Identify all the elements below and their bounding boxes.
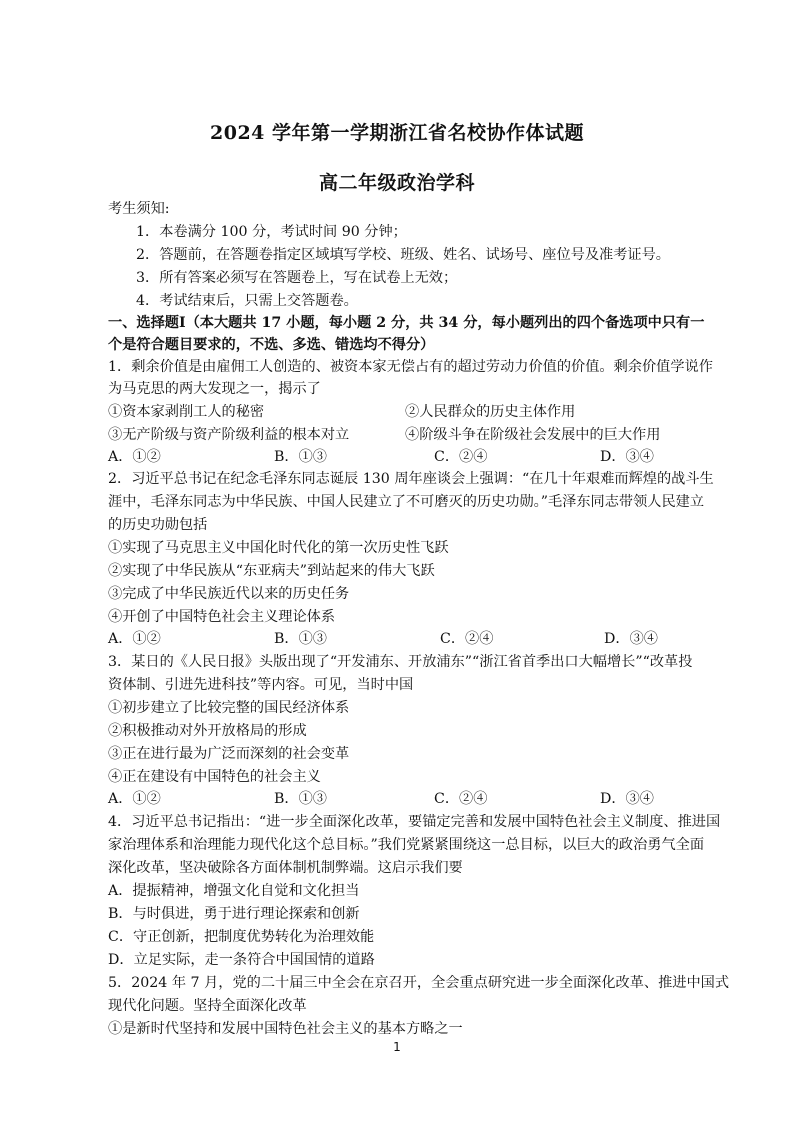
q1-option-b: B．①③ <box>274 449 327 465</box>
q2-stem-cont: 涯中，毛泽东同志为中华民族、中国人民建立了不可磨灭的历史功勋。”毛泽东同志带领人民建立 <box>108 494 705 510</box>
q4-option-d: D．立足实际，走一条符合中国国情的道路 <box>108 952 375 968</box>
notice-item: 3．所有答案必须写在答题卷上，写在试卷上无效； <box>136 270 458 286</box>
q2-item-4: ④开创了中国特色社会主义理论体系 <box>108 609 336 625</box>
q2-option-c: C．②④ <box>440 631 494 647</box>
q1-option-a: A．①② <box>108 449 161 465</box>
notice-item: 4．考试结束后，只需上交答题卷。 <box>136 293 358 309</box>
q3-item-2: ②积极推动对外开放格局的形成 <box>108 723 307 739</box>
q3-option-b: B．①③ <box>274 791 327 807</box>
q3-item-1: ①初步建立了比较完整的国民经济体系 <box>108 700 350 716</box>
q3-option-c: C．②④ <box>434 791 488 807</box>
q3-stem: 3．某日的《人民日报》头版出现了“开发浦东、开放浦东”“浙江省首季出口大幅增长”“改革投 <box>108 654 693 670</box>
q1-item-2: ②人民群众的历史主体作用 <box>405 404 576 420</box>
notice-heading: 考生须知: <box>108 201 170 217</box>
q4-stem-cont: 家治理体系和治理能力现代化这个总目标。”我们党紧紧围绕这一总目标，以巨大的政治勇气全面 <box>108 837 705 853</box>
q2-option-b: B．①③ <box>274 631 327 647</box>
q4-option-c: C．守正创新，把制度优势转化为治理效能 <box>108 929 375 945</box>
q1-item-3: ③无产阶级与资产阶级利益的根本对立 <box>108 427 350 443</box>
q2-stem-cont: 的历史功勋包括 <box>108 517 208 533</box>
q2-item-2: ②实现了中华民族从“东亚病夫”到站起来的伟大飞跃 <box>108 563 435 579</box>
q4-option-b: B．与时俱进，勇于进行理论探索和创新 <box>108 906 360 922</box>
q4-option-a: A．提振精神，增强文化自觉和文化担当 <box>108 883 360 899</box>
q5-stem-cont: 现代化问题。坚持全面深化改革 <box>108 998 307 1014</box>
q3-option-d: D．③④ <box>600 791 654 807</box>
q2-item-1: ①实现了马克思主义中国化时代化的第一次历史性飞跃 <box>108 540 449 556</box>
q5-stem: 5．2024 年 7 月，党的二十届三中全会在京召开，全会重点研究进一步全面深化改革、推进中国式 <box>108 975 730 991</box>
q1-stem-cont: 为马克思的两大发现之一，揭示了 <box>108 381 321 397</box>
section-heading-cont: 个是符合题目要求的，不选、多选、错选均不得分） <box>108 337 435 353</box>
q1-option-d: D．③④ <box>600 449 654 465</box>
q2-stem: 2．习近平总书记在纪念毛泽东同志诞辰 130 周年座谈会上强调：“在几十年艰难而辉煌的战斗生 <box>108 471 714 487</box>
q1-stem: 1．剩余价值是由雇佣工人创造的、被资本家无偿占有的超过劳动力价值的价值。剩余价值学说作 <box>108 359 713 375</box>
q1-item-4: ④阶级斗争在阶级社会发展中的巨大作用 <box>405 427 661 443</box>
q3-stem-cont: 资体制、引进先进科技”等内容。可见，当时中国 <box>108 677 414 693</box>
q3-option-a: A．①② <box>108 791 161 807</box>
q3-item-3: ③正在进行最为广泛而深刻的社会变革 <box>108 746 350 762</box>
notice-item: 1．本卷满分 100 分，考试时间 90 分钟； <box>136 224 407 240</box>
exam-title: 2024 学年第一学期浙江省名校协作体试题 <box>210 122 584 144</box>
notice-item: 2．答题前，在答题卷指定区域填写学校、班级、姓名、试场号、座位号及准考证号。 <box>136 247 670 263</box>
q4-stem: 4．习近平总书记指出：“进一步全面深化改革，要锚定完善和发展中国特色社会主义制度、推进国 <box>108 814 721 830</box>
q5-item-1: ①是新时代坚持和发展中国特色社会主义的基本方略之一 <box>108 1021 463 1037</box>
q2-item-3: ③完成了中华民族近代以来的历史任务 <box>108 586 350 602</box>
exam-subtitle: 高二年级政治学科 <box>318 172 475 194</box>
page-number: 1 <box>393 1040 401 1054</box>
section-heading: 一、选择题Ⅰ（本大题共 17 小题，每小题 2 分，共 34 分，每小题列出的四个备选项中只有一 <box>108 315 705 331</box>
q4-stem-cont: 深化改革，坚决破除各方面体制机制弊端。这启示我们要 <box>108 860 463 876</box>
q2-option-a: A．①② <box>108 631 161 647</box>
q1-option-c: C．②④ <box>434 449 488 465</box>
q2-option-d: D．③④ <box>604 631 658 647</box>
q3-item-4: ④正在建设有中国特色的社会主义 <box>108 769 321 785</box>
q1-item-1: ①资本家剥削工人的秘密 <box>108 404 265 420</box>
